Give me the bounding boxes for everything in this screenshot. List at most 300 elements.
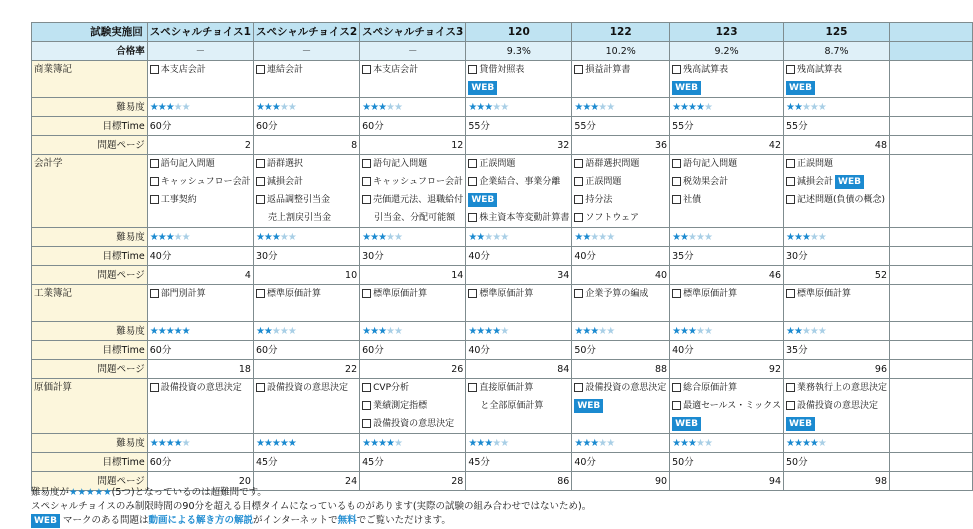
- star-icon: ★: [484, 437, 493, 449]
- star-icon: ★: [386, 231, 395, 243]
- star-icon: ★: [582, 437, 591, 449]
- topic-cell: [670, 61, 784, 98]
- topic-cell: [360, 285, 466, 322]
- web-badge[interactable]: WEB: [835, 175, 864, 189]
- topic-item: 引当金、分配可能額: [374, 213, 456, 223]
- checkbox-icon: [362, 383, 371, 392]
- difficulty-row: [32, 98, 973, 117]
- checkbox-icon: [672, 289, 681, 298]
- topic-cell: [466, 379, 572, 434]
- extra-cell: [890, 98, 973, 117]
- page-cell: 86: [466, 472, 572, 491]
- star-icon: ★: [680, 101, 689, 113]
- topic-item: 設備投資の意思決定: [574, 379, 667, 397]
- star-icon: ★: [590, 231, 599, 243]
- topic-cell: [466, 61, 572, 98]
- difficulty-cell: [253, 228, 359, 247]
- star-icon: ★: [378, 101, 387, 113]
- star-icon: ★: [173, 231, 182, 243]
- topic-item: 標準原価計算: [256, 285, 357, 303]
- time-cell: 45分: [253, 453, 359, 472]
- star-icon: ★: [801, 437, 810, 449]
- star-icon: ★: [181, 325, 190, 337]
- checkbox-icon: [150, 65, 159, 74]
- checkbox-icon: [574, 383, 583, 392]
- extra-cell: [890, 341, 973, 360]
- extra-cell: [890, 117, 973, 136]
- page-cell: 46: [670, 266, 784, 285]
- checkbox-icon: [786, 401, 795, 410]
- star-icon: ★: [817, 437, 826, 449]
- checkbox-icon: [256, 65, 265, 74]
- star-icon: ★: [793, 101, 802, 113]
- topic-item: 企業結合、事業分離: [468, 173, 569, 191]
- checkbox-icon: [672, 195, 681, 204]
- star-icon: ★: [598, 437, 607, 449]
- topic-item: 記述問題(負債の概念): [786, 191, 887, 209]
- star-icon: ★: [492, 437, 501, 449]
- page-label: 問題ページ: [32, 266, 148, 285]
- star-icon: ★: [703, 325, 712, 337]
- pass-rate-value: －: [147, 42, 253, 61]
- difficulty-cell: [784, 98, 890, 117]
- difficulty-cell: [147, 228, 253, 247]
- checkbox-icon: [672, 383, 681, 392]
- header-row: [32, 23, 973, 42]
- topic-item: 本支店会計: [362, 61, 463, 79]
- checkbox-icon: [362, 419, 371, 428]
- checkbox-icon: [672, 65, 681, 74]
- topic-cell: [670, 155, 784, 228]
- difficulty-row: [32, 434, 973, 453]
- topic-item: 減損会計: [256, 173, 357, 191]
- star-icon: ★: [255, 437, 264, 449]
- difficulty-label: 難易度: [32, 228, 148, 247]
- checkbox-icon: [672, 177, 681, 186]
- page-cell: 12: [360, 136, 466, 155]
- topic-cell: [670, 285, 784, 322]
- time-cell: 30分: [360, 247, 466, 266]
- checkbox-icon: [786, 159, 795, 168]
- star-icon: ★: [476, 325, 485, 337]
- topic-cell: [253, 61, 359, 98]
- star-icon: ★: [165, 437, 174, 449]
- checkbox-icon: [362, 159, 371, 168]
- web-badge[interactable]: WEB: [786, 417, 815, 431]
- difficulty-cell: [253, 98, 359, 117]
- web-badge[interactable]: WEB: [574, 399, 603, 413]
- exam-column-header: 122: [572, 23, 670, 42]
- topic-item: 語群選択: [256, 155, 357, 173]
- topic-cell: [572, 379, 670, 434]
- star-icon: ★: [476, 231, 485, 243]
- time-cell: 60分: [147, 453, 253, 472]
- difficulty-cell: [466, 434, 572, 453]
- star-icon: ★: [672, 101, 681, 113]
- topic-item: [672, 415, 781, 433]
- page-cell: 10: [253, 266, 359, 285]
- page-row: [32, 136, 973, 155]
- extra-cell: [890, 453, 973, 472]
- star-icon: ★: [287, 231, 296, 243]
- checkbox-icon: [786, 289, 795, 298]
- topic-cell: [147, 379, 253, 434]
- page-label: 問題ページ: [32, 472, 148, 491]
- star-icon: ★: [703, 101, 712, 113]
- topic-item: ソフトウェア: [574, 209, 667, 227]
- difficulty-cell: [147, 322, 253, 341]
- star-icon: ★: [386, 325, 395, 337]
- topic-item: CVP分析: [362, 379, 463, 397]
- topic-row: [32, 61, 973, 98]
- checkbox-icon: [468, 383, 477, 392]
- topic-cell: [360, 155, 466, 228]
- star-icon: ★: [370, 437, 379, 449]
- topic-cell: [253, 155, 359, 228]
- star-icon: ★: [157, 231, 166, 243]
- topic-cell: [784, 379, 890, 434]
- topic-item: 持分法: [574, 191, 667, 209]
- checkbox-icon: [256, 383, 265, 392]
- page-cell: 98: [784, 472, 890, 491]
- page-cell: 84: [466, 360, 572, 379]
- topic-item: 株主資本等変動計算書: [468, 209, 569, 227]
- topic-item: 正誤問題: [468, 155, 569, 173]
- star-icon: ★: [255, 325, 264, 337]
- star-icon: ★: [574, 437, 583, 449]
- star-icon: ★: [590, 101, 599, 113]
- web-badge[interactable]: WEB: [672, 81, 701, 95]
- star-icon: ★: [263, 325, 272, 337]
- star-icon: ★: [370, 231, 379, 243]
- star-icon: ★: [695, 437, 704, 449]
- star-icon: ★: [279, 437, 288, 449]
- time-cell: 60分: [147, 341, 253, 360]
- star-icon: ★: [362, 325, 371, 337]
- page-cell: 32: [466, 136, 572, 155]
- star-icon: ★: [165, 325, 174, 337]
- star-icon: ★: [484, 325, 493, 337]
- star-icon: ★: [362, 231, 371, 243]
- difficulty-cell: [572, 228, 670, 247]
- topic-cell: [784, 155, 890, 228]
- topic-item: 売価還元法、退職給付: [362, 191, 463, 209]
- difficulty-cell: [670, 322, 784, 341]
- topic-item: 標準原価計算: [786, 285, 887, 303]
- topic-item: 正誤問題: [574, 173, 667, 191]
- topic-cell: [466, 285, 572, 322]
- page-cell: 88: [572, 360, 670, 379]
- topic-item: 正誤問題: [786, 155, 887, 173]
- star-icon: ★: [484, 101, 493, 113]
- page-cell: 26: [360, 360, 466, 379]
- checkbox-icon: [468, 213, 477, 222]
- star-icon: ★: [672, 437, 681, 449]
- section-label: 商業簿記: [32, 61, 148, 98]
- difficulty-cell: [572, 434, 670, 453]
- time-row: [32, 117, 973, 136]
- checkbox-icon: [574, 289, 583, 298]
- difficulty-row: [32, 322, 973, 341]
- topic-item: と全部原価計算: [480, 401, 544, 411]
- difficulty-cell: [670, 228, 784, 247]
- web-badge[interactable]: WEB: [786, 81, 815, 95]
- time-cell: 45分: [466, 453, 572, 472]
- checkbox-icon: [786, 177, 795, 186]
- time-cell: 55分: [784, 117, 890, 136]
- star-icon: ★: [468, 101, 477, 113]
- star-icon: ★: [271, 325, 280, 337]
- page-cell: 36: [572, 136, 670, 155]
- time-cell: 40分: [572, 247, 670, 266]
- time-cell: 35分: [670, 247, 784, 266]
- star-icon: ★: [468, 231, 477, 243]
- page-row: [32, 266, 973, 285]
- topic-cell: [147, 285, 253, 322]
- star-icon: ★: [672, 231, 681, 243]
- topic-cell: [147, 155, 253, 228]
- star-icon: ★: [181, 231, 190, 243]
- difficulty-cell: [572, 98, 670, 117]
- topic-item: [786, 79, 887, 97]
- star-icon: ★: [793, 437, 802, 449]
- topic-item: 設備投資の意思決定: [786, 397, 887, 415]
- page-cell: 28: [360, 472, 466, 491]
- page-cell: 18: [147, 360, 253, 379]
- star-icon: ★: [801, 325, 810, 337]
- difficulty-cell: [466, 98, 572, 117]
- topic-item: [786, 415, 887, 433]
- star-icon: ★: [809, 437, 818, 449]
- star-icon: ★: [590, 437, 599, 449]
- star-icon: ★: [672, 325, 681, 337]
- topic-item: 企業予算の編成: [574, 285, 667, 303]
- star-icon: ★: [149, 101, 158, 113]
- topic-row: [32, 155, 973, 228]
- section-label: 原価計算: [32, 379, 148, 434]
- exam-column-header: 120: [466, 23, 572, 42]
- difficulty-label: 難易度: [32, 434, 148, 453]
- topic-item: 部門別計算: [150, 285, 251, 303]
- topic-item: 残高試算表: [672, 61, 781, 79]
- time-cell: 30分: [253, 247, 359, 266]
- star-icon: ★: [786, 437, 794, 449]
- page-cell: 96: [784, 360, 890, 379]
- topic-item: 標準原価計算: [468, 285, 569, 303]
- topic-item: 損益計算書: [574, 61, 667, 79]
- difficulty-label: 難易度: [32, 322, 148, 341]
- star-icon: ★: [817, 231, 826, 243]
- checkbox-icon: [150, 289, 159, 298]
- star-icon: ★: [378, 325, 387, 337]
- topic-item: 最適セールス・ミックス: [672, 397, 781, 415]
- topic-item: 貸借対照表: [468, 61, 569, 79]
- star-icon: ★: [386, 437, 395, 449]
- difficulty-cell: [670, 98, 784, 117]
- star-icon: ★: [680, 437, 689, 449]
- topic-item: 設備投資の意思決定: [256, 379, 357, 397]
- topic-item: 標準原価計算: [672, 285, 781, 303]
- topic-item: 連結会計: [256, 61, 357, 79]
- time-cell: 60分: [360, 341, 466, 360]
- star-icon: ★: [468, 325, 477, 337]
- note-web: WEB マークのある問題は動画による解き方の解説がインターネットで無料でご覧いただけます。: [31, 514, 591, 528]
- extra-cell: [890, 434, 973, 453]
- checkbox-icon: [362, 401, 371, 410]
- time-cell: 55分: [466, 117, 572, 136]
- topic-cell: [253, 379, 359, 434]
- difficulty-cell: [784, 322, 890, 341]
- star-icon: ★: [271, 231, 280, 243]
- time-cell: 55分: [572, 117, 670, 136]
- header-spacer: [890, 23, 973, 42]
- page-cell: 2: [147, 136, 253, 155]
- page-cell: 42: [670, 136, 784, 155]
- page-label: 問題ページ: [32, 360, 148, 379]
- page-cell: 52: [784, 266, 890, 285]
- star-icon: ★: [394, 437, 402, 449]
- pass-rate-value: －: [253, 42, 359, 61]
- exam-table: [31, 22, 973, 491]
- topic-item: [672, 79, 781, 97]
- star-icon: ★: [476, 437, 485, 449]
- pass-rate-value: 10.2%: [572, 42, 670, 61]
- topic-cell: [670, 379, 784, 434]
- extra-cell: [890, 155, 973, 228]
- star-icon: ★: [181, 437, 190, 449]
- difficulty-row: [32, 228, 973, 247]
- time-cell: 40分: [147, 247, 253, 266]
- star-icon: ★: [817, 101, 826, 113]
- time-label: 目標Time: [32, 247, 148, 266]
- topic-row: [32, 285, 973, 322]
- star-icon: ★: [287, 437, 296, 449]
- star-icon: ★: [809, 231, 818, 243]
- checkbox-icon: [786, 383, 795, 392]
- topic-item: 本支店会計: [150, 61, 251, 79]
- star-icon: ★: [279, 231, 288, 243]
- topic-item: 直接原価計算: [468, 379, 569, 397]
- page-cell: 20: [147, 472, 253, 491]
- star-icon: ★: [394, 231, 402, 243]
- time-cell: 50分: [670, 453, 784, 472]
- page-cell: 40: [572, 266, 670, 285]
- star-icon: ★: [492, 231, 501, 243]
- star-icon: ★: [695, 231, 704, 243]
- checkbox-icon: [256, 195, 265, 204]
- checkbox-icon: [786, 65, 795, 74]
- star-icon: ★: [492, 325, 501, 337]
- topic-cell: [360, 379, 466, 434]
- difficulty-cell: [360, 322, 466, 341]
- star-icon: ★: [688, 437, 696, 449]
- extra-cell: [890, 247, 973, 266]
- star-icon: ★: [279, 325, 288, 337]
- star-icon: ★: [165, 101, 174, 113]
- star-icon: ★: [271, 101, 280, 113]
- difficulty-cell: [784, 228, 890, 247]
- web-badge: WEB: [31, 514, 60, 528]
- checkbox-icon: [574, 195, 583, 204]
- topic-item: 語句記入問題: [150, 155, 251, 173]
- star-icon: ★: [688, 325, 696, 337]
- topic-cell: [572, 61, 670, 98]
- topic-item: 総合原価計算: [672, 379, 781, 397]
- star-icon: ★: [173, 437, 182, 449]
- checkbox-icon: [468, 159, 477, 168]
- star-icon: ★: [157, 325, 166, 337]
- star-icon: ★: [582, 101, 591, 113]
- time-row: [32, 247, 973, 266]
- web-badge[interactable]: WEB: [468, 193, 497, 207]
- checkbox-icon: [150, 177, 159, 186]
- topic-cell: [466, 155, 572, 228]
- star-icon: ★: [173, 325, 182, 337]
- time-row: [32, 453, 973, 472]
- star-icon: ★: [484, 231, 493, 243]
- star-icon: ★: [279, 101, 288, 113]
- star-icon: ★: [703, 231, 712, 243]
- star-icon: ★: [173, 101, 182, 113]
- star-icon: ★: [500, 437, 509, 449]
- topic-cell: [784, 61, 890, 98]
- difficulty-cell: [360, 228, 466, 247]
- star-icon: ★: [688, 231, 696, 243]
- star-icon: ★: [606, 101, 615, 113]
- time-cell: 45分: [360, 453, 466, 472]
- star-icon: ★: [786, 231, 794, 243]
- difficulty-cell: [466, 228, 572, 247]
- topic-cell: [572, 285, 670, 322]
- checkbox-icon: [468, 177, 477, 186]
- star-icon: ★: [149, 437, 158, 449]
- star-icon: ★: [582, 231, 591, 243]
- extra-cell: [890, 136, 973, 155]
- star-icon: ★: [149, 325, 158, 337]
- time-cell: 30分: [784, 247, 890, 266]
- exam-label: 試験実施回: [32, 23, 148, 42]
- time-cell: 60分: [253, 117, 359, 136]
- difficulty-cell: [466, 322, 572, 341]
- star-icon: ★: [582, 325, 591, 337]
- checkbox-icon: [362, 65, 371, 74]
- checkbox-icon: [786, 195, 795, 204]
- pass-spacer: [890, 42, 973, 61]
- extra-cell: [890, 285, 973, 322]
- note-difficulty: 難易度が★★★★★(5つ)となっているのは超難問です。: [31, 487, 267, 498]
- checkbox-icon: [256, 159, 265, 168]
- page-label: 問題ページ: [32, 136, 148, 155]
- note-time: スペシャルチョイスのみ制限時間の90分を超える目標タイムになっているものがあります(実際の試験の組み合わせではないため)。: [31, 501, 592, 512]
- web-badge[interactable]: WEB: [672, 417, 701, 431]
- exam-column-header: スペシャルチョイス3: [360, 23, 466, 42]
- page-cell: 4: [147, 266, 253, 285]
- extra-cell: [890, 266, 973, 285]
- checkbox-icon: [256, 177, 265, 186]
- star-icon: ★: [370, 101, 379, 113]
- pass-rate-value: 9.3%: [466, 42, 572, 61]
- web-badge[interactable]: WEB: [468, 81, 497, 95]
- star-icon: ★: [606, 437, 615, 449]
- star-icon: ★: [793, 231, 802, 243]
- difficulty-cell: [253, 322, 359, 341]
- topic-item: 設備投資の意思決定: [362, 415, 463, 433]
- exam-column-header: スペシャルチョイス2: [253, 23, 359, 42]
- topic-item: [468, 79, 569, 97]
- star-icon: ★: [181, 101, 190, 113]
- star-icon: ★: [500, 325, 509, 337]
- star-icon: ★: [793, 325, 802, 337]
